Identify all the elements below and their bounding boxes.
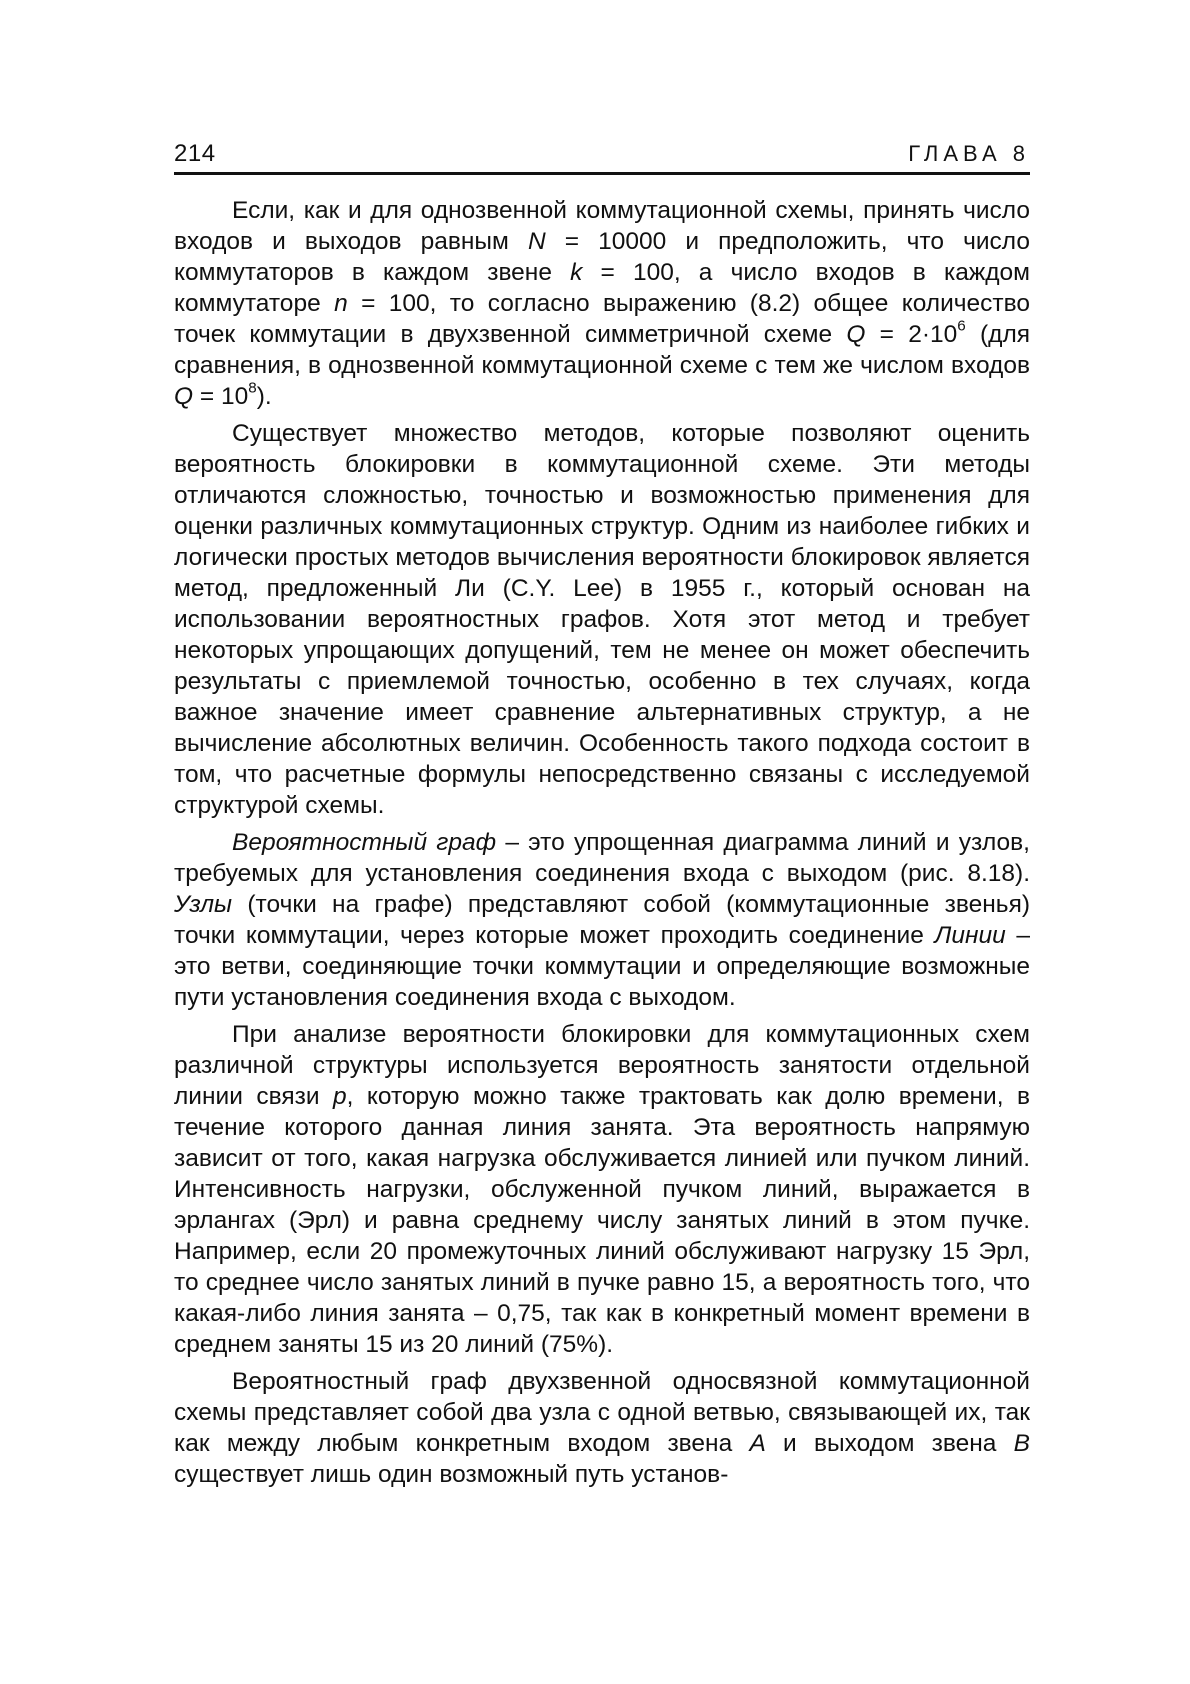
term-probability-graph: Вероятностный граф [232,829,497,856]
running-header [174,140,1030,175]
var-N: N [527,228,546,255]
var-k: k [570,259,583,286]
term-nodes: Узлы [174,891,233,918]
book-page [174,140,1030,1600]
page-number: 214 [174,140,216,167]
paragraph-probability-graph-definition: Вероятностный граф – это упрощенная диаграмма линий и узлов, требуемых для установления соединения входа с выходом (рис. 8.18). Узлы (точки на графе) представляют собой (коммутационные звенья) точки коммутации, через которые может проходить соединение Линии – это ветви, соединяющие точки коммутации и определяющие возможные пути установления соединения входа с выходом. [174,829,1031,1011]
var-p: p [332,1083,347,1110]
paragraph-two-stage-example: Если, как и для однозвенной коммутационной схемы, принять число входов и выходов равным N = 10000 и предположить, что число коммутаторов в каждом звене k = 100, а число входов в каждом коммутаторе n = 100, то согласно выражению (8.2) общее количество точек коммутации в двухзвенной симметричной схеме $Q = 2\cdot 10^6$ (для сравнения, в однозвенной коммутационной схеме с тем же числом входов $Q = 10^8$). [174,197,1031,410]
var-Q: Q [846,321,866,348]
exponent: 6 [957,317,966,335]
paragraph-line-occupancy: При анализе вероятности блокировки для коммутационных схем различной структуры используется вероятность занятости отдельной линии связи p, которую можно также трактовать как долю времени, в течение которого данная линия занята. Эта вероятность напрямую зависит от того, какая нагрузка обслуживается линией или пучком линий. Интенсивность нагрузки, обслуженной пучком линий, выражается в эрлангах (Эрл) и равна среднему числу занятых линий в этом пучке. Например, если 20 промежуточных линий обслуживают нагрузку 15 Эрл, то среднее число занятых линий в пучке равно 15, а вероятность того, что какая-либо линия занята – 0,75, так как в конкретный момент времени в среднем заняты 15 из 20 линий (75%). [174,1021,1030,1358]
paragraph-blocking-methods: Существует множество методов, которые позволяют оценить вероятность блокировки в коммутационной схеме. Эти методы отличаются сложностью, точностью и возможностью применения для оценки различных коммутационных структур. Одним из наиболее гибких и логически простых методов вычисления вероятности блокировок является метод, предложенный Ли (C.Y. Lee) в 1955 г., который основан на использовании вероятностных графов. Хотя этот метод и требует некоторых упрощающих допущений, тем не менее он может обеспечить результаты с приемлемой точностью, особенно в тех случаях, когда важное значение имеет сравнение альтернативных структур, а не вычисление абсолютных величин. Особенность такого подхода состоит в том, что расчетные формулы непосредственно связаны с исследуемой структурой схемы. [174,420,1030,819]
term-lines: Линии [934,922,1006,949]
paragraph-two-stage-graph: Вероятностный граф двухзвенной односвязной коммутационной схемы представляет собой два узла с одной ветвью, связывающей их, так как между любым конкретным входом звена A и выходом звена B существует лишь один возможный путь установ- [174,1368,1030,1488]
var-A: A [749,1430,766,1457]
var-n: n [334,290,348,317]
var-B: B [1013,1430,1030,1457]
chapter-title: ГЛАВА 8 [908,141,1030,166]
body-text [174,195,1030,1490]
exponent: 8 [248,379,257,397]
var-Q: Q [174,383,194,410]
